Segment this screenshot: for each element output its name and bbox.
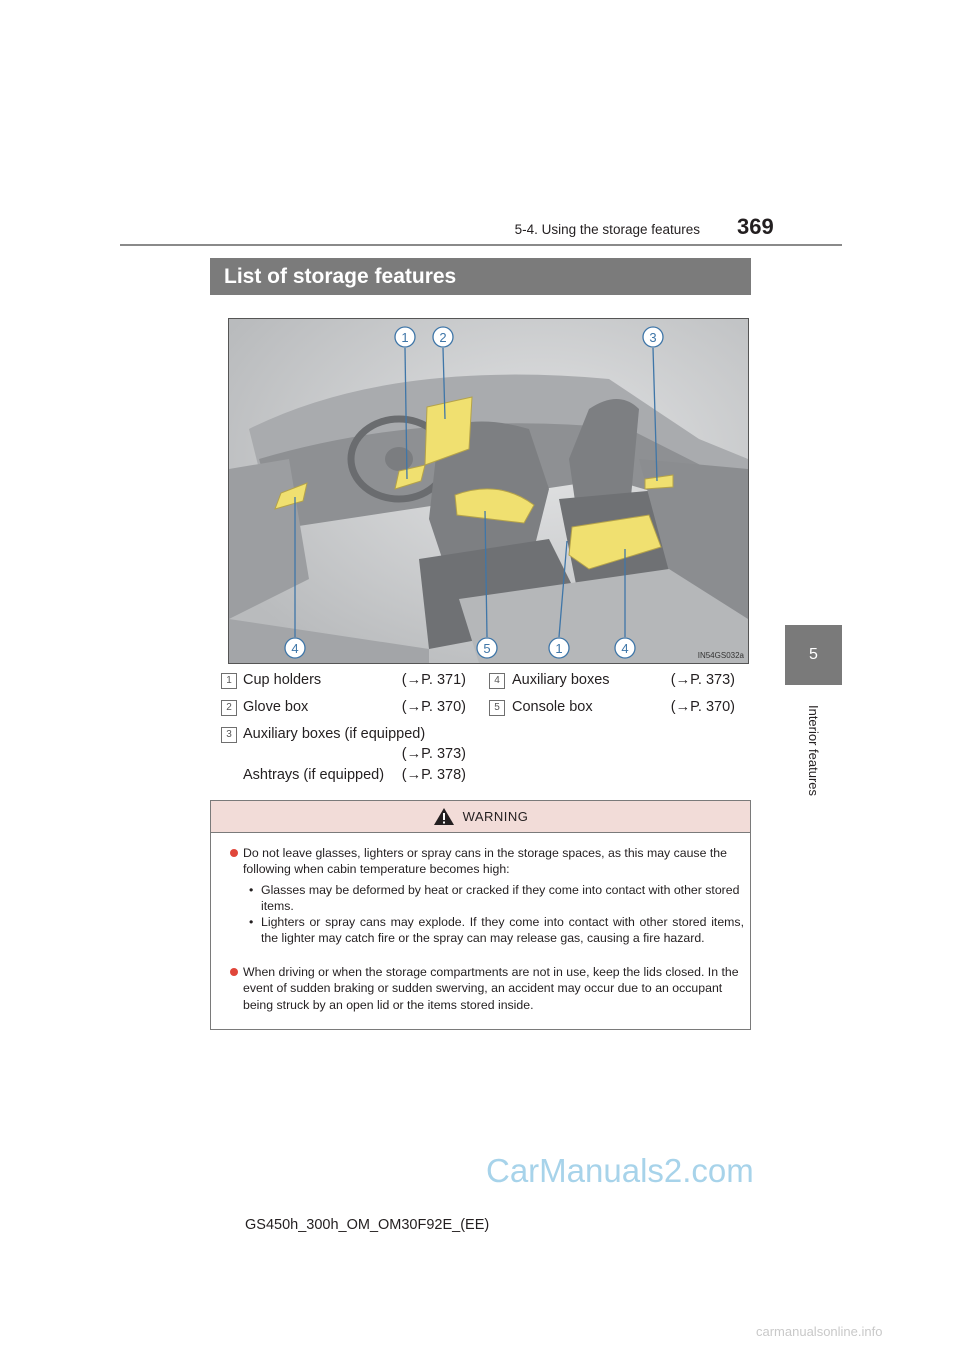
callout-4-left: 4 (291, 641, 299, 656)
car-interior-illustration (228, 318, 749, 664)
sub-bullet-dot: • (249, 883, 254, 897)
watermark-small: carmanualsonline.info (756, 1324, 883, 1339)
item-label: Auxiliary boxes (512, 672, 610, 688)
item-label: Glove box (243, 699, 309, 715)
section-heading: 5-4. Using the storage features (514, 222, 700, 237)
item-label: Auxiliary boxes (if equipped) (243, 726, 426, 742)
header-divider (120, 244, 842, 246)
callout-2-top: 2 (439, 330, 447, 345)
page-title: List of storage features (210, 258, 751, 295)
page-number: 369 (737, 214, 774, 239)
warning-subitem: Lighters or spray cans may explode. If they come into contact with other stored items, the lighter may catch fire or the spray can may release gas, causing a fire hazard. (261, 915, 744, 946)
item-number: 1 (221, 673, 237, 689)
item-number: 3 (221, 727, 237, 743)
warning-heading: WARNING (462, 809, 529, 824)
model-code: GS450h_300h_OM_OM30F92E_(EE) (245, 1217, 490, 1233)
warning-triangle-icon (433, 807, 455, 826)
item-label: Cup holders (243, 672, 322, 688)
watermark-main: CarManuals2.com (486, 1152, 754, 1189)
item-label: Console box (512, 699, 593, 715)
warning-header (211, 801, 750, 833)
callout-4-right: 4 (621, 641, 629, 656)
chapter-tab: 5 (785, 625, 842, 685)
callout-1-bottom: 1 (555, 641, 563, 656)
item-page-ref: (→P. 373) (670, 672, 735, 688)
bullet-icon (230, 849, 238, 857)
item-label: Ashtrays (if equipped) (243, 767, 385, 783)
item-page-ref: (→P. 378) (401, 767, 466, 783)
bullet-icon (230, 968, 238, 976)
image-code: IN54GS032a (697, 651, 744, 660)
callout-1-top: 1 (401, 330, 409, 345)
item-number: 5 (489, 700, 505, 716)
item-number: 2 (221, 700, 237, 716)
item-page-ref: (→P. 373) (401, 746, 466, 762)
item-number: 4 (489, 673, 505, 689)
item-page-ref: (→P. 370) (670, 699, 735, 715)
callout-3-top: 3 (649, 330, 657, 345)
warning-paragraph: Do not leave glasses, lighters or spray cans in the storage spaces, as this may cause the following when cabin temperature becomes high: (243, 846, 727, 877)
callout-5-bottom: 5 (483, 641, 491, 656)
warning-subitem: Glasses may be deformed by heat or cracked if they come into contact with other stored items. (261, 883, 740, 914)
item-page-ref: (→P. 371) (401, 672, 466, 688)
item-page-ref: (→P. 370) (401, 699, 466, 715)
chapter-title: Interior features (806, 704, 822, 796)
warning-box (210, 800, 751, 1030)
sub-bullet-dot: • (249, 915, 254, 929)
warning-paragraph: When driving or when the storage compartments are not in use, keep the lids closed. In the event of sudden braking or sudden swerving, an accident may occur due to an occupant being struck by an open lid or the items stored inside. (243, 965, 739, 1012)
